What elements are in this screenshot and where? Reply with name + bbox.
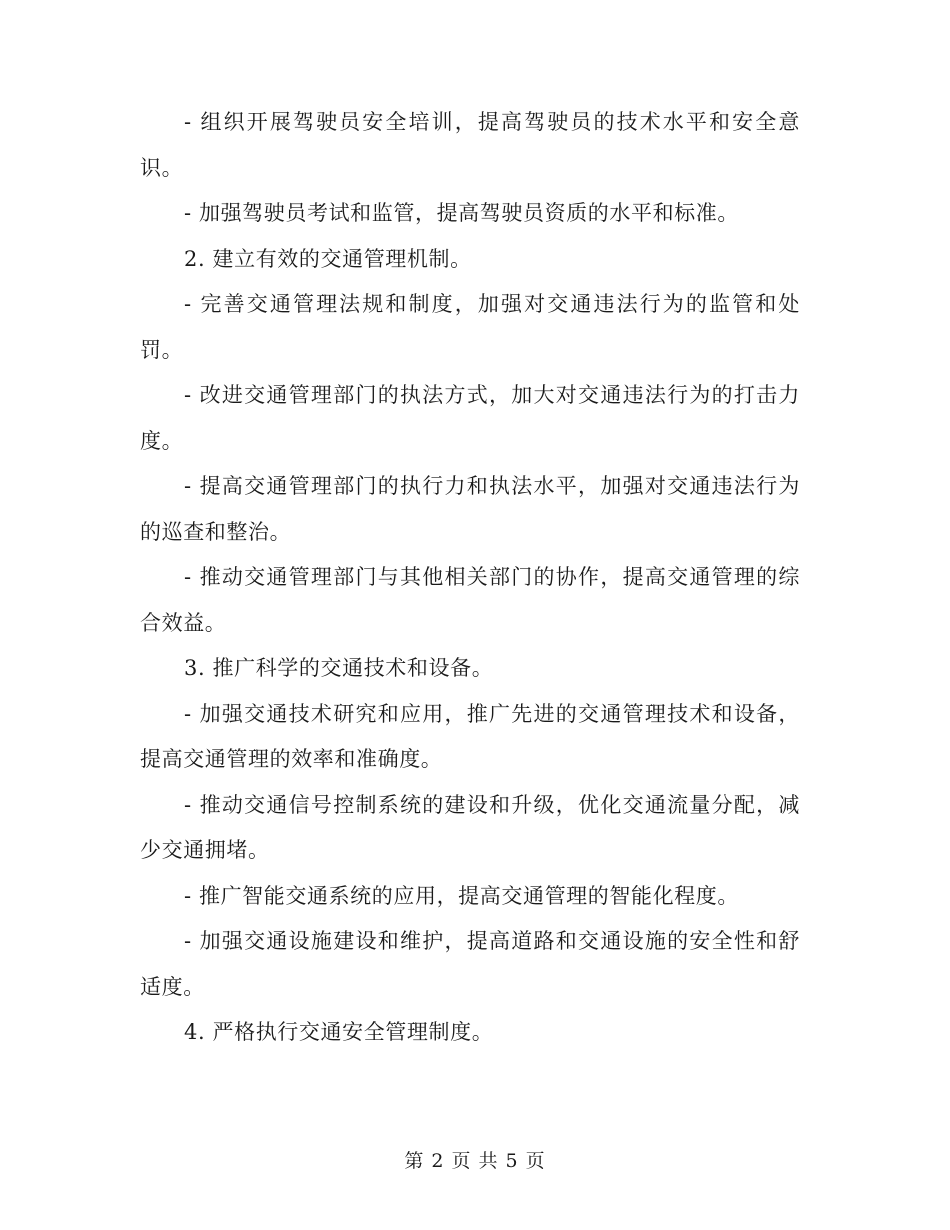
numbered-heading: 3. 推广科学的交通技术和设备。 <box>184 656 494 680</box>
bullet-paragraph: - 组织开展驾驶员安全培训，提高驾驶员的技术水平和安全意识。 <box>140 110 800 180</box>
bullet-paragraph: - 加强驾驶员考试和监管，提高驾驶员资质的水平和标准。 <box>184 201 739 225</box>
document-body <box>140 100 800 1056</box>
bullet-paragraph: - 改进交通管理部门的执法方式，加大对交通违法行为的打击力度。 <box>140 383 800 453</box>
page-number-footer: 第 2 页 共 5 页 <box>404 1150 546 1172</box>
bullet-paragraph: - 加强交通设施建设和维护，提高道路和交通设施的安全性和舒适度。 <box>140 929 800 999</box>
bullet-paragraph: - 推动交通信号控制系统的建设和升级，优化交通流量分配，减少交通拥堵。 <box>140 792 800 862</box>
numbered-heading: 2. 建立有效的交通管理机制。 <box>184 246 472 271</box>
bullet-paragraph: - 提高交通管理部门的执行力和执法水平，加强对交通违法行为的巡查和整治。 <box>140 474 800 544</box>
numbered-heading: 4. 严格执行交通安全管理制度。 <box>184 1020 494 1044</box>
bullet-paragraph: - 推广智能交通系统的应用，提高交通管理的智能化程度。 <box>184 883 739 908</box>
bullet-paragraph: - 推动交通管理部门与其他相关部门的协作，提高交通管理的综合效益。 <box>140 565 800 635</box>
bullet-paragraph: - 加强交通技术研究和应用，推广先进的交通管理技术和设备，提高交通管理的效率和准确度。 <box>140 701 800 771</box>
bullet-paragraph: - 完善交通管理法规和制度，加强对交通违法行为的监管和处罚。 <box>140 292 800 362</box>
